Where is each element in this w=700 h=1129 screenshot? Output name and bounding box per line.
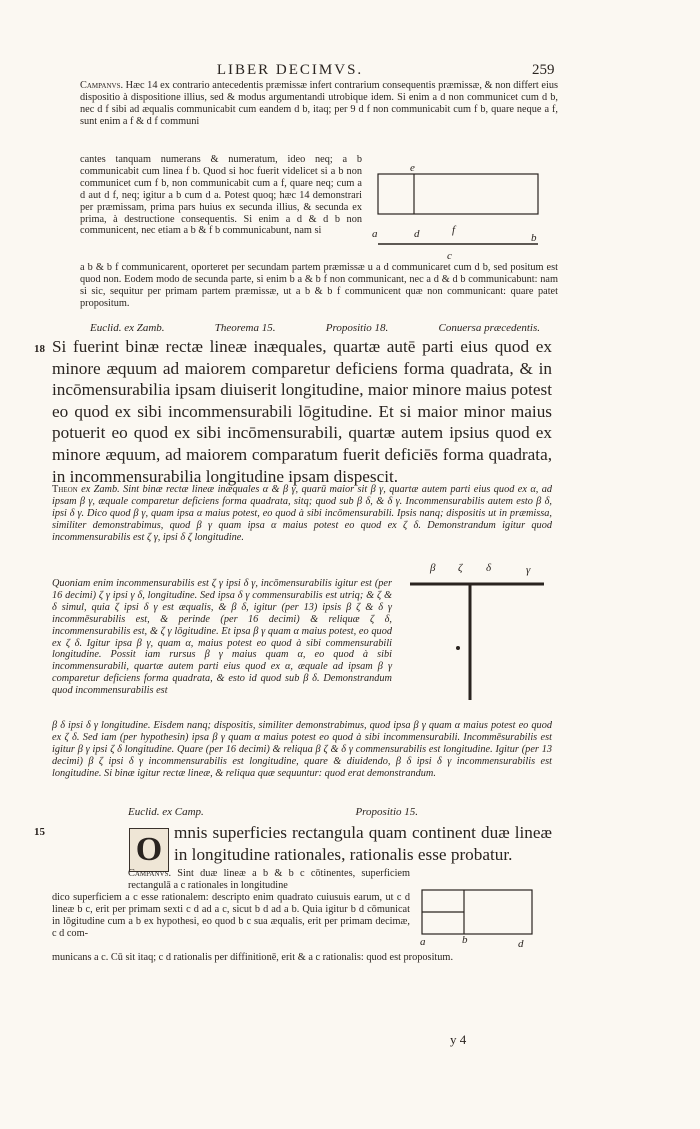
proposition-18-heading [90,322,540,334]
fig2-label-3: δ [486,562,492,574]
fig2-label-1: β [430,562,436,574]
fig1-label-a: a [372,228,378,240]
fig3-label-a: a [420,936,426,948]
margin-number-18: 18 [34,343,45,355]
theon-text-narrow: Quoniam enim incommensurabilis est ζ γ ipsi δ γ, incōmensurabilis igitur est (per 16 decimi) ζ γ ipsi γ δ, longitudine. Sed ipsa δ γ commensurabilis est utriq; & ζ & δ simul, quia ζ ipsi δ γ est æqualis, & β δ, igitur (per 13) ipsis β ζ & δ γ incommēsurabilis est, & perinde (per 16 decimi) & reliquæ ζ δ, incommensurabilis est, & ζ γ lōgitudine. Et ipsa β γ quam α maius potest, eo quod ex ζ δ. Igitur ipsa β γ, quam α, maius potest eo quod à sibi commensurabili longitudine. Possit iam rursus β γ maius quam α, eo quod à sibi incommensurabili, quartæ autem parti eius quod ex α, æquale ad ipsam β γ comparetur deficiens forma quadrata, & esto id quod sub β δ. Demonstrandum quod incommensurabilis est [52,578,392,697]
theon-commentary-bottom [52,720,552,780]
decorated-initial [129,828,169,872]
proposition-15-number: Propositio 15. [355,806,418,818]
margin-number-15: 15 [34,826,45,838]
source-euclid-zamb: Euclid. ex Zamb. [90,322,165,334]
campanus-label-2: Campanvs. [128,868,172,879]
figure-rectangle-1 [368,160,548,270]
theon-commentary-narrow [52,578,392,697]
theon-text-bottom: β δ ipsi δ γ longitudine. Eisdem nanq; dispositis, similiter demonstrabimus, quod ipsa β γ quam α maius potest eo quod ex ζ δ. Sed iam (per hypothesin) ipsa β γ quam α maius potest eo quod à sibi incommensurabili. Incommēsurabilis est igitur β γ ipsi ζ δ longitudine. Quare (per 16 decimi) & reliqua β ζ & δ γ commensurabilis est longitudine. Igitur (per 13 decimi) β ζ ipsi δ γ incommensurabilis est longitudine, quare & diuidendo, β δ ipsi δ γ incommensurabilis est longitudine. Si binæ igitur rectæ lineæ, & reliqua quæ sequuntur: quod erat demonstrandum. [52,720,552,779]
fig3-label-d: d [518,938,524,950]
fig1-label-e: e [410,162,415,174]
campanus-commentary-narrow [80,154,362,237]
fig1-label-f: f [452,224,456,236]
proposition-15-enunciation [174,822,552,865]
campanus-commentary-2-bottom [52,952,552,964]
fig2-label-2: ζ [458,562,463,574]
fig3-label-b: b [462,934,468,946]
figure-rectangle-3 [414,880,544,950]
campanus-text-bottom: a b & b f communicarent, oporteret per secundam partem præmissæ u a d communicaret cum d b, sed positum est quod non. Eodem modo de secunda parte, si enim b a & b f non communicant, nec a d & d b communicabunt: nam si sic, sequitur per primam partem præmissæ, ut a b & b f communicent quæ non communicant: quare patet propositum. [80,262,558,309]
page-number: 259 [532,62,555,78]
campanus-commentary-2-upper [128,868,410,892]
proposition-18-enunciation [52,336,552,487]
enunciation-15-text: mnis superficies rectangula quam continent duæ lineæ in longitudine rationales, rationalis esse probatur. [174,823,552,864]
campanus-commentary-top [80,80,558,128]
proposition-15-heading [128,806,418,818]
figure-lines-2 [404,560,554,710]
signature-mark: y 4 [450,1032,467,1047]
theorem-number: Theorema 15. [214,322,276,334]
campanus-label: Campanvs. [80,80,124,91]
initial-letter: O [135,831,163,868]
source-euclid-camp: Euclid. ex Camp. [128,806,204,818]
campanus-commentary-2-narrow [52,892,410,940]
campanus-text-full: Hæc 14 ex contrario antecedentis præmissæ infert contrarium consequentis præmissæ, & non differt eius dispositio à dispositione illius, sed & modus argumentandi utrobique idem. Si enim a d non communicet cum d b, nec d f sibi ad æqualis communicabit cum eandem d b, itaq; per 9 d f non communicabit cum f b, quare neque a f, sunt enim a f & d f communi [80,80,559,127]
campanus-2-narrow-text: dico superficiem a c esse rationalem: descripto enim quadrato cuiusuis earum, ut c d lineæ b c, erit per primam sexti c d ad a c, sicut b d ad a b. Quia igitur b d cōmunicat in lōgitudine cum a b ex hypothesi, eo quod b c sua æqualis, erit per primam decimæ, c d com- [52,892,410,939]
proposition-number: Propositio 18. [325,322,389,334]
proposition-note: Conuersa præcedentis. [438,322,540,334]
running-header: LIBER DECIMVS. [216,62,364,78]
enunciation-18-text: Si fuerint binæ rectæ lineæ inæquales, quartæ autē parti eius quod ex minore æquum ad maiorem comparetur deficiens forma quadrata, & in incōmensurabilia ipsam diuiserit longitudine, maior minore maius potest eo quod ex sibi incommensurabili lōgitudine. Et si maior minor maius potuerit eo quod ex sibi incōmensurabili, quartæ autem ipsius quod ex minore æquum, ad maiorem comparatum fuerit deficiēs forma quadrata, in incommensurabilia longitudine ipsam dispescit. [52,337,552,486]
fig2-label-4: γ [526,564,531,576]
fig1-label-b: b [531,232,537,244]
theon-commentary-top [52,484,552,544]
campanus-2-upper-text: Sint duæ lineæ a b & b c cōtinentes, superficiem rectangulā a c rationales in longitudine [128,868,411,891]
campanus-2-bottom-text: municans a c. Cū sit itaq; c d rationalis per diffinitionē, erit & a c rationalis: quod est propositum. [52,952,454,963]
theon-label: Theon [52,484,78,495]
fig1-label-d: d [414,228,420,240]
campanus-text-narrow: cantes tanquam numerans & numeratum, ideo neq; a b communicabit cum linea f b. Quod si hoc fuerit videlicet si a b non communicet cum f b, non communicabit cum a f, quare neq; cum a d aut d f, neq; igitur a b cum d a. Potest quoq; hæc 14 demonstrari per præmissam, prima pars huius ex secunda illius, & secunda ex prima, à destructione consequentis. Si enim a d & d b non communicent, nec etiam a b & f b communicabunt, nam si [80,154,362,237]
theon-text-top: ex Zamb. Sint binæ rectæ lineæ inæquales α & β γ, quarū maior sit β γ, quartæ autem parti eius quod ex α, ad ipsam β γ, æquale comparetur deficiens forma quadrata, sitq; quod sub β δ, & δ γ. Incommensurabilis autem esto β δ, ipsi δ γ. Dico quod β γ, quam ipsa α maius potest, eo quod à sibi incōmensurabili. Ipsis nanq; dispositis ut in præmissa, similiter demonstrabimus, quod β γ quam ipsa α maius potest eo quod ex ζ δ. Demonstrandum igitur quod incommensurabilis est ζ γ, ipsi δ ζ longitudine. [52,484,552,543]
fig1-label-c: c [447,250,452,262]
